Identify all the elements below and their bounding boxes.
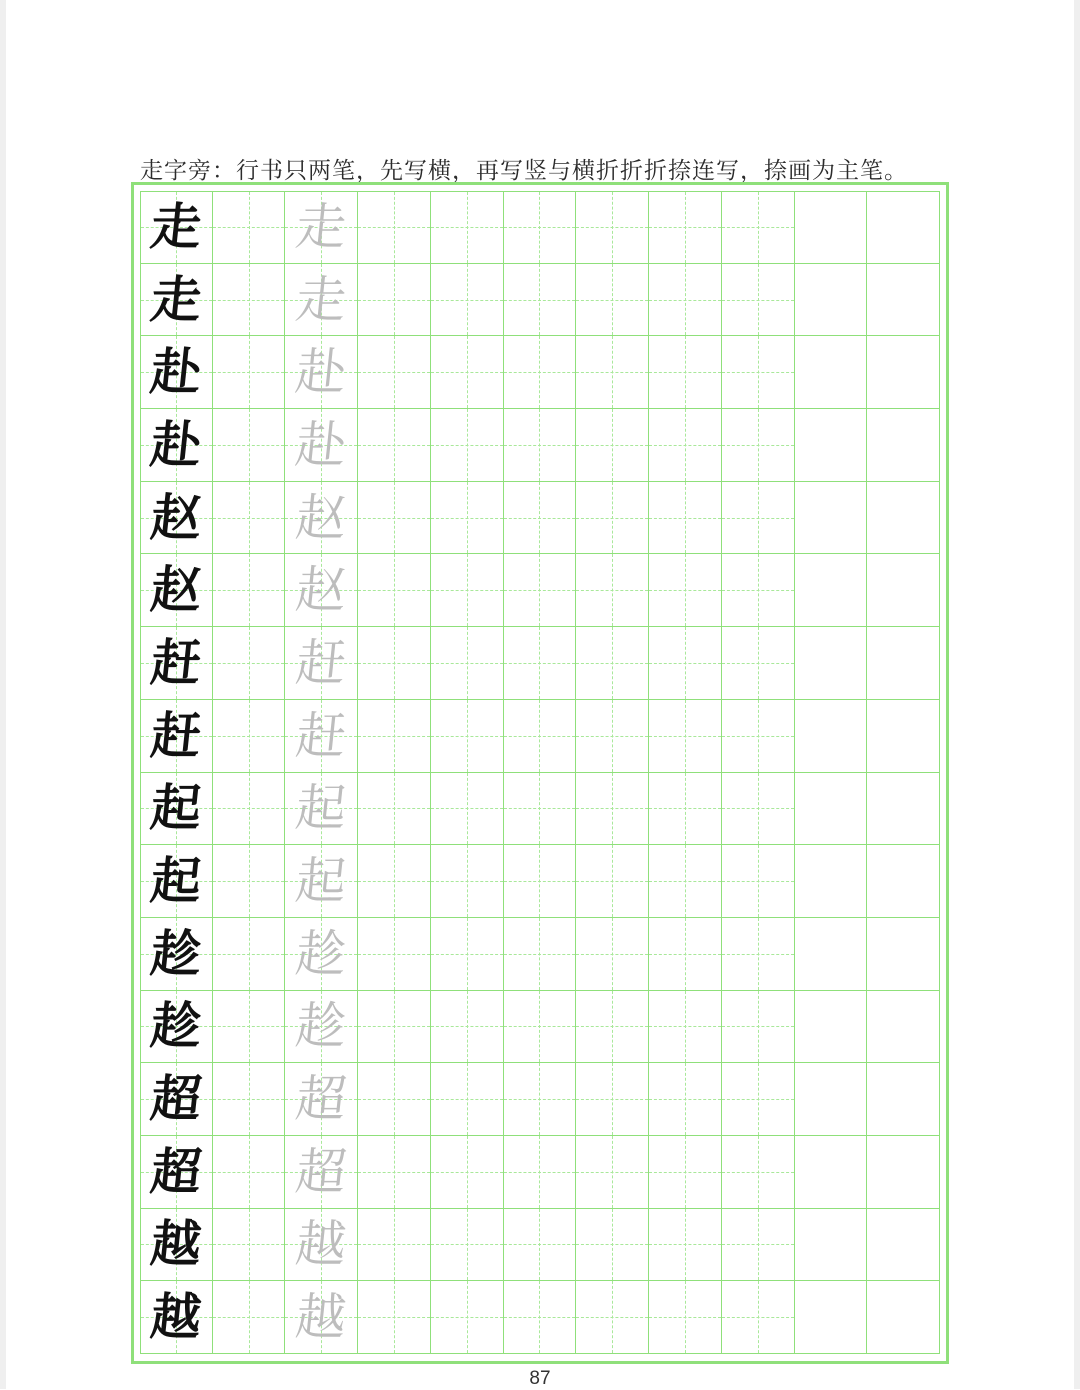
grid-cell bbox=[504, 1209, 577, 1282]
grid-cell bbox=[431, 627, 504, 700]
grid-cell bbox=[649, 1136, 722, 1209]
model-character: 赴 bbox=[148, 415, 205, 474]
model-character: 赴 bbox=[148, 343, 205, 402]
grid-cell bbox=[140, 1209, 213, 1282]
grid-cell bbox=[722, 264, 795, 337]
grid-cell bbox=[795, 627, 868, 700]
model-character: 起 bbox=[148, 852, 205, 911]
grid-cell bbox=[140, 627, 213, 700]
grid-cell bbox=[504, 1136, 577, 1209]
grid-cell bbox=[795, 1063, 868, 1136]
grid-cell bbox=[140, 264, 213, 337]
grid-cell bbox=[431, 845, 504, 918]
grid-cell bbox=[213, 336, 286, 409]
grid-cell bbox=[795, 918, 868, 991]
page-number: 87 bbox=[529, 1368, 551, 1389]
model-character: 起 bbox=[148, 779, 205, 838]
grid-cell bbox=[431, 1063, 504, 1136]
grid-cell bbox=[722, 1136, 795, 1209]
model-character: 超 bbox=[148, 1142, 205, 1201]
grid-cell bbox=[285, 845, 358, 918]
grid-cell bbox=[576, 1281, 649, 1354]
trace-character: 赶 bbox=[293, 706, 350, 765]
grid-cell bbox=[722, 336, 795, 409]
grid-cell bbox=[649, 191, 722, 264]
grid-cell bbox=[722, 773, 795, 846]
grid-cell bbox=[576, 482, 649, 555]
grid-cell bbox=[140, 1063, 213, 1136]
grid-cell bbox=[576, 773, 649, 846]
grid-cell bbox=[649, 409, 722, 482]
grid-cell bbox=[722, 554, 795, 627]
grid-cell bbox=[504, 264, 577, 337]
grid-cell bbox=[504, 700, 577, 773]
grid-cell bbox=[576, 1136, 649, 1209]
grid-cell bbox=[285, 1063, 358, 1136]
grid-cell bbox=[285, 336, 358, 409]
grid-cell bbox=[795, 336, 868, 409]
grid-cell bbox=[722, 482, 795, 555]
grid-cell bbox=[213, 627, 286, 700]
grid-cell bbox=[867, 1281, 940, 1354]
grid-cell bbox=[431, 554, 504, 627]
grid-cell bbox=[649, 700, 722, 773]
grid-cell bbox=[576, 191, 649, 264]
grid-cell bbox=[431, 1281, 504, 1354]
grid-cell bbox=[358, 627, 431, 700]
trace-character: 走 bbox=[293, 198, 350, 257]
grid-cell bbox=[867, 482, 940, 555]
grid-cell bbox=[213, 1063, 286, 1136]
trace-character: 越 bbox=[293, 1288, 350, 1347]
grid-cell bbox=[867, 627, 940, 700]
grid-cell bbox=[285, 409, 358, 482]
grid-cell bbox=[867, 409, 940, 482]
grid-cell bbox=[358, 1281, 431, 1354]
model-character: 趁 bbox=[148, 924, 205, 983]
section-heading: 走字旁：行书只两笔，先写横，再写竖与横折折折捺连写，捺画为主笔。 bbox=[140, 158, 908, 184]
grid-cell bbox=[140, 1136, 213, 1209]
grid-cell bbox=[358, 918, 431, 991]
grid-cell bbox=[358, 482, 431, 555]
grid-cell bbox=[867, 700, 940, 773]
grid-cell bbox=[576, 554, 649, 627]
grid-cell bbox=[576, 1209, 649, 1282]
grid-cell bbox=[431, 700, 504, 773]
grid-cell bbox=[795, 700, 868, 773]
grid-cell bbox=[867, 773, 940, 846]
grid-cell bbox=[285, 264, 358, 337]
grid-cell bbox=[576, 409, 649, 482]
grid-cell bbox=[431, 336, 504, 409]
grid-cell bbox=[213, 191, 286, 264]
grid-cell bbox=[649, 336, 722, 409]
grid-cell bbox=[504, 1063, 577, 1136]
grid-cell bbox=[649, 1209, 722, 1282]
grid-cell bbox=[504, 409, 577, 482]
grid-cell bbox=[140, 700, 213, 773]
grid-cell bbox=[576, 627, 649, 700]
trace-character: 赶 bbox=[293, 633, 350, 692]
grid-cell bbox=[722, 991, 795, 1064]
grid-cell bbox=[722, 700, 795, 773]
grid-cell bbox=[867, 554, 940, 627]
trace-character: 越 bbox=[293, 1215, 350, 1274]
trace-character: 趁 bbox=[293, 997, 350, 1056]
grid-cell bbox=[795, 991, 868, 1064]
grid-cell bbox=[285, 191, 358, 264]
grid-cell bbox=[431, 918, 504, 991]
model-character: 超 bbox=[148, 1070, 205, 1129]
grid-cell bbox=[649, 1281, 722, 1354]
model-character: 走 bbox=[148, 198, 205, 257]
grid-cell bbox=[431, 409, 504, 482]
grid-cell bbox=[504, 482, 577, 555]
grid-cell bbox=[285, 991, 358, 1064]
grid-cell bbox=[649, 773, 722, 846]
grid-cell bbox=[795, 191, 868, 264]
trace-character: 超 bbox=[293, 1142, 350, 1201]
grid-cell bbox=[285, 1281, 358, 1354]
grid-cell bbox=[358, 409, 431, 482]
trace-character: 起 bbox=[293, 779, 350, 838]
grid-cell bbox=[504, 1281, 577, 1354]
grid-cell bbox=[576, 991, 649, 1064]
grid-cell bbox=[649, 991, 722, 1064]
grid-cell bbox=[867, 1136, 940, 1209]
trace-character: 走 bbox=[293, 270, 350, 329]
grid-cell bbox=[285, 627, 358, 700]
grid-cell bbox=[213, 991, 286, 1064]
grid-cell bbox=[213, 845, 286, 918]
trace-character: 赵 bbox=[293, 561, 350, 620]
trace-character: 赴 bbox=[293, 415, 350, 474]
grid-cell bbox=[649, 482, 722, 555]
grid-cell bbox=[213, 1281, 286, 1354]
grid-cell bbox=[358, 845, 431, 918]
grid-cell bbox=[649, 845, 722, 918]
grid-cell bbox=[431, 191, 504, 264]
grid-cell bbox=[504, 336, 577, 409]
grid-cell bbox=[867, 918, 940, 991]
model-character: 赵 bbox=[148, 488, 205, 547]
grid-cell bbox=[358, 1136, 431, 1209]
trace-character: 超 bbox=[293, 1070, 350, 1129]
grid-cell bbox=[504, 627, 577, 700]
model-character: 走 bbox=[148, 270, 205, 329]
grid-cell bbox=[722, 627, 795, 700]
grid-cell bbox=[285, 700, 358, 773]
grid-cell bbox=[431, 1209, 504, 1282]
grid-cell bbox=[867, 991, 940, 1064]
grid-cell bbox=[722, 1281, 795, 1354]
grid-cell bbox=[795, 409, 868, 482]
grid-cell bbox=[649, 554, 722, 627]
grid-cell bbox=[649, 264, 722, 337]
grid-cell bbox=[358, 700, 431, 773]
grid-cell bbox=[722, 1063, 795, 1136]
grid-cell bbox=[504, 191, 577, 264]
grid-cell bbox=[358, 191, 431, 264]
model-character: 趁 bbox=[148, 997, 205, 1056]
grid-cell bbox=[649, 918, 722, 991]
grid-cell bbox=[867, 845, 940, 918]
grid-cell bbox=[140, 336, 213, 409]
grid-cell bbox=[140, 409, 213, 482]
grid-cell bbox=[140, 991, 213, 1064]
grid-cell bbox=[576, 264, 649, 337]
model-character: 越 bbox=[148, 1215, 205, 1274]
grid-cell bbox=[358, 1063, 431, 1136]
grid-cell bbox=[867, 1063, 940, 1136]
grid-cell bbox=[285, 1136, 358, 1209]
grid-cell bbox=[576, 918, 649, 991]
grid-cell bbox=[795, 482, 868, 555]
grid-cell bbox=[213, 409, 286, 482]
grid-cell bbox=[722, 918, 795, 991]
grid-cell bbox=[140, 554, 213, 627]
grid-cell bbox=[285, 773, 358, 846]
trace-character: 起 bbox=[293, 852, 350, 911]
grid-cell bbox=[140, 482, 213, 555]
trace-character: 趁 bbox=[293, 924, 350, 983]
model-character: 赵 bbox=[148, 561, 205, 620]
grid-cell bbox=[285, 554, 358, 627]
grid-cell bbox=[795, 845, 868, 918]
grid-cell bbox=[213, 1209, 286, 1282]
grid-cell bbox=[722, 1209, 795, 1282]
grid-cell bbox=[795, 264, 868, 337]
grid-cell bbox=[867, 336, 940, 409]
grid-cell bbox=[722, 845, 795, 918]
grid-cell bbox=[795, 1209, 868, 1282]
grid-cell bbox=[140, 191, 213, 264]
grid-cell bbox=[867, 191, 940, 264]
grid-cell bbox=[649, 627, 722, 700]
grid-cell bbox=[358, 554, 431, 627]
grid-cell bbox=[504, 773, 577, 846]
model-character: 越 bbox=[148, 1288, 205, 1347]
grid-cell bbox=[213, 264, 286, 337]
grid-cell bbox=[795, 1281, 868, 1354]
trace-character: 赴 bbox=[293, 343, 350, 402]
grid-cell bbox=[722, 409, 795, 482]
grid-cell bbox=[213, 1136, 286, 1209]
grid-cell bbox=[576, 336, 649, 409]
grid-cell bbox=[867, 1209, 940, 1282]
grid-cell bbox=[358, 773, 431, 846]
grid-cell bbox=[795, 554, 868, 627]
grid-cell bbox=[576, 845, 649, 918]
grid-cell bbox=[431, 991, 504, 1064]
grid-cell bbox=[358, 264, 431, 337]
grid-cell bbox=[140, 1281, 213, 1354]
model-character: 赶 bbox=[148, 633, 205, 692]
grid-cell bbox=[795, 773, 868, 846]
grid-cell bbox=[285, 1209, 358, 1282]
grid-cell bbox=[431, 264, 504, 337]
grid-cell bbox=[504, 845, 577, 918]
grid-cell bbox=[285, 918, 358, 991]
grid-cell bbox=[358, 336, 431, 409]
grid-cell bbox=[213, 482, 286, 555]
grid-cell bbox=[795, 1136, 868, 1209]
grid-cell bbox=[140, 845, 213, 918]
grid-cell bbox=[358, 1209, 431, 1282]
grid-cell bbox=[213, 700, 286, 773]
grid-cell bbox=[431, 773, 504, 846]
grid-cell bbox=[431, 1136, 504, 1209]
practice-grid bbox=[140, 191, 940, 1354]
grid-cell bbox=[213, 773, 286, 846]
grid-cell bbox=[504, 918, 577, 991]
grid-cell bbox=[431, 482, 504, 555]
grid-cell bbox=[649, 1063, 722, 1136]
trace-character: 赵 bbox=[293, 488, 350, 547]
grid-cell bbox=[576, 1063, 649, 1136]
grid-cell bbox=[213, 554, 286, 627]
model-character: 赶 bbox=[148, 706, 205, 765]
grid-cell bbox=[285, 482, 358, 555]
grid-cell bbox=[576, 700, 649, 773]
grid-cell bbox=[140, 773, 213, 846]
grid-cell bbox=[867, 264, 940, 337]
grid-cell bbox=[213, 918, 286, 991]
grid-cell bbox=[140, 918, 213, 991]
grid-cell bbox=[358, 991, 431, 1064]
grid-cell bbox=[504, 554, 577, 627]
grid-cell bbox=[504, 991, 577, 1064]
grid-cell bbox=[722, 191, 795, 264]
